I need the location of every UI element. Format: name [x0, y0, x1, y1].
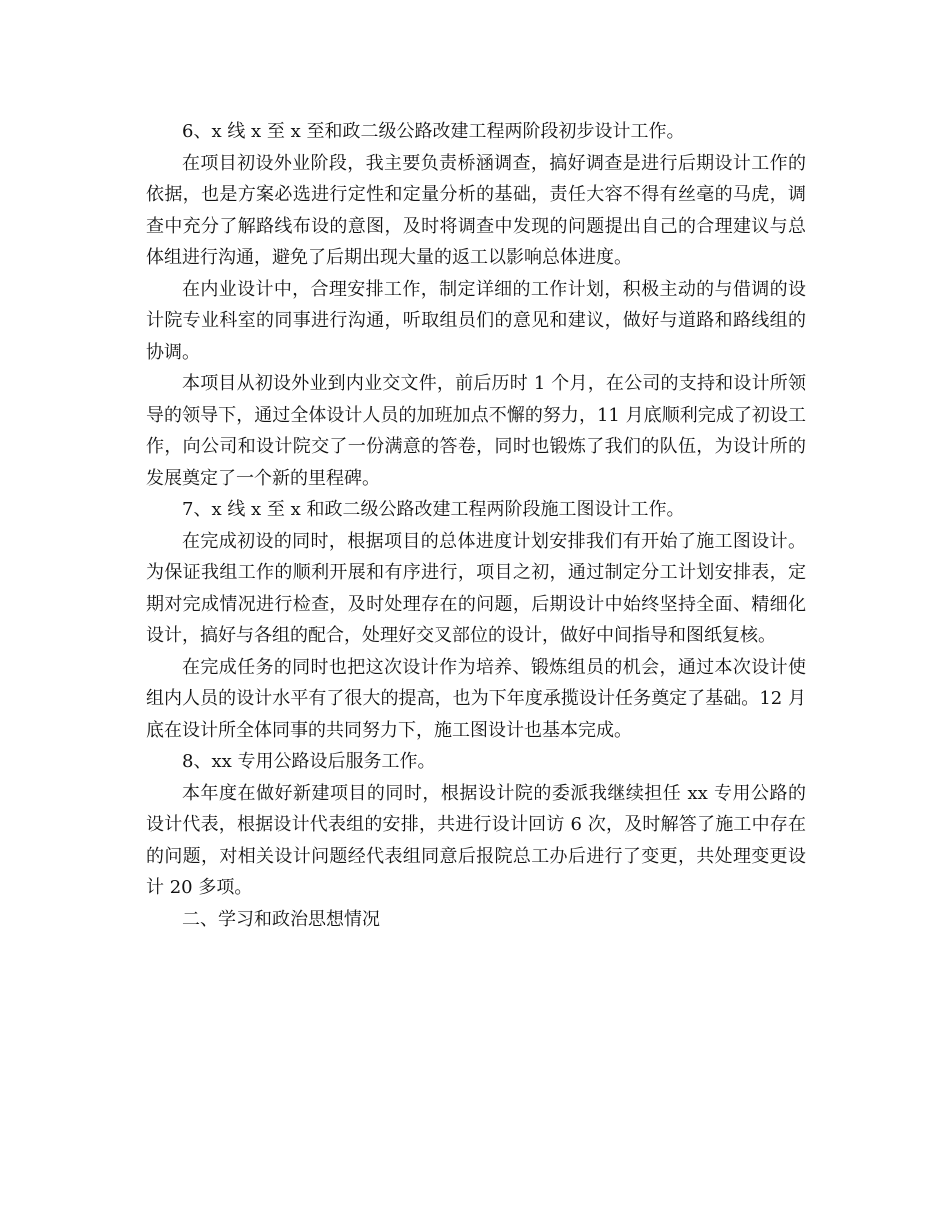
paragraph: 在完成初设的同时，根据项目的总体进度计划安排我们有开始了施工图设计。为保证我组工作的顺利开展和有序进行，项目之初，通过制定分工计划安排表，定期对完成情况进行检查，及时处理存在的问题，后期设计中始终坚持全面、精细化设计，搞好与各组的配合，处理好交叉部位的设计，做好中间指导和图纸复核。 [146, 530, 806, 646]
paragraph: 在内业设计中，合理安排工作，制定详细的工作计划，积极主动的与借调的设计院专业科室的同事进行沟通，听取组员们的意见和建议，做好与道路和路线组的协调。 [146, 278, 806, 363]
paragraph: 在项目初设外业阶段，我主要负责桥涵调查，搞好调查是进行后期设计工作的依据，也是方案必选进行定性和定量分析的基础，责任大容不得有丝毫的马虎，调查中充分了解路线布设的意图，及时将调查中发现的问题提出自己的合理建议与总体组进行沟通，避免了后期出现大量的返工以影响总体进度。 [146, 152, 806, 268]
section-heading-8: 8、xx 专用公路设后服务工作。 [182, 751, 436, 772]
paragraph: 本年度在做好新建项目的同时，根据设计院的委派我继续担任 xx 专用公路的设计代表，根据设计代表组的安排，共进行设计回访 6 次，及时解答了施工中存在的问题，对相关设计问题经代表组同意后报院总工办后进行了变更，共处理变更设计 20 多项。 [146, 782, 806, 898]
paragraph: 在完成任务的同时也把这次设计作为培养、锻炼组员的机会，通过本次设计使组内人员的设计水平有了很大的提高，也为下年度承揽设计任务奠定了基础。12 月底在设计所全体同事的共同努力下，施工图设计也基本完成。 [146, 656, 806, 741]
section-heading-7: 7、x 线 x 至 x 和政二级公路改建工程两阶段施工图设计工作。 [182, 499, 685, 520]
section-heading-2: 二、学习和政治思想情况 [182, 908, 380, 930]
paragraph: 本项目从初设外业到内业交文件，前后历时 1 个月，在公司的支持和设计所领导的领导下，通过全体设计人员的加班加点不懈的努力，11 月底顺利完成了初设工作，向公司和设计院交了一份满意的答卷，同时也锻炼了我们的队伍，为设计所的发展奠定了一个新的里程碑。 [146, 373, 806, 489]
document-body [146, 116, 806, 935]
section-heading-6: 6、x 线 x 至 x 至和政二级公路改建工程两阶段初步设计工作。 [182, 121, 685, 142]
